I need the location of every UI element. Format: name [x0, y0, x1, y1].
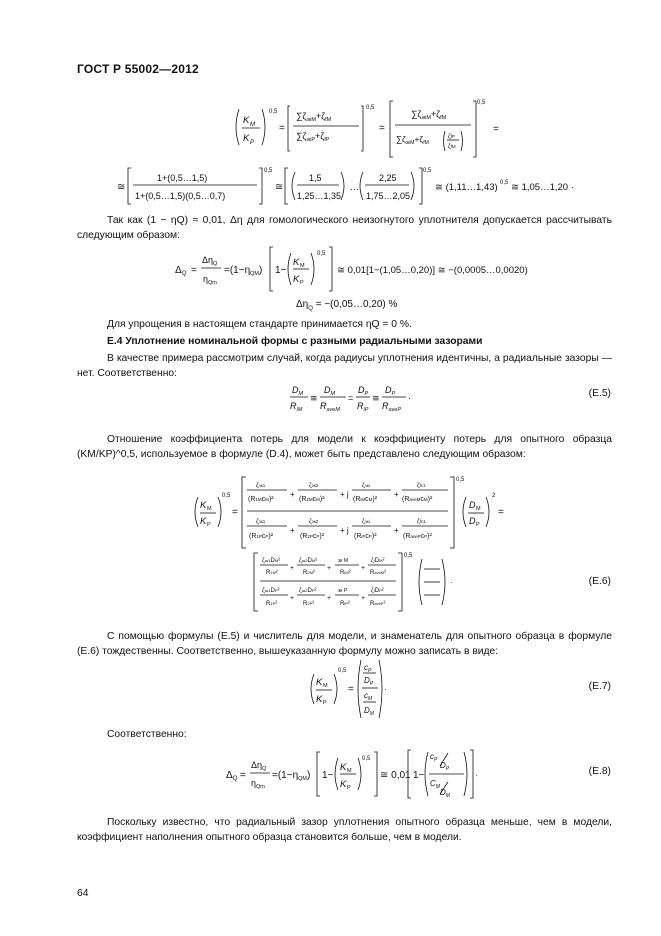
paragraph-1: Так как (1 − ηQ) ≈ 0,01, Δη для гомологического неизогнутого уплотнителя допускается рассчитывать следующим образом:	[77, 215, 612, 241]
svg-text:DM: $D_M$	[292, 385, 304, 397]
svg-text:0,5: 0,5	[269, 109, 278, 115]
svg-text:ζзкi: ζзкi	[362, 483, 370, 489]
svg-text:D: D	[469, 500, 476, 510]
svg-text:+: +	[290, 565, 295, 572]
svg-text:0,5: 0,5	[477, 100, 486, 106]
formula-e7	[308, 658, 388, 720]
svg-text:DM: $D_M$	[440, 788, 450, 799]
svg-text:cP: $c_P$	[430, 752, 438, 763]
formula-numeric-estimate	[117, 166, 617, 206]
svg-text:=: =	[379, 123, 385, 134]
formula-e6-reduced	[254, 551, 474, 613]
svg-text:=: =	[498, 507, 504, 518]
paragraph-5: С помощью формулы (E.5) и числитель для модели, и знаменатель для опытного образца в формуле (E.6) тождественны. Соответственно, вышеуказанную формулу можно записать в виде:	[77, 631, 612, 657]
svg-text:≅ 0,01: ≅ 0,01	[380, 770, 411, 781]
paragraph-2: Для упрощения в настоящем стандарте принимается ηQ = 0 %.	[107, 319, 412, 330]
svg-text:≅: ≅	[372, 393, 380, 403]
svg-text:M: M	[207, 506, 212, 512]
svg-text:ζзкi: ζзкi	[362, 519, 370, 525]
svg-text:ζзк1DP²: ζзк1DP²	[262, 588, 280, 594]
svg-text:DP: $D_P$	[358, 385, 369, 397]
svg-text:+: +	[290, 490, 295, 499]
svg-text:·: ·	[475, 771, 478, 780]
svg-text:cM: $c_M$	[364, 691, 373, 702]
svg-text:≅ 0,01[1−(1,05…0,20)] ≅ −(0,00: ≅ 0,01[1−(1,05…0,20)] ≅ −(0,0005…0,0020)	[337, 265, 528, 276]
svg-text:D: D	[469, 516, 476, 526]
svg-text:∑ζзкМ+ζfM: $\sum\zeta_{зкМ}+\zeta_{fM}$	[396, 134, 429, 146]
svg-text:1,25…1,35: 1,25…1,35	[297, 191, 342, 201]
svg-text:0,5: 0,5	[222, 493, 231, 499]
svg-text:1−: 1−	[413, 770, 425, 781]
paragraph-7: Поскольку известно, что радиальный зазор уплотнения опытного образца меньше, чем в модели, коэффициент наполнения опытного образца становится больше, чем в модели.	[77, 817, 612, 843]
svg-text:RiM²: RiM²	[340, 570, 351, 576]
svg-text:ζзк2DP²: ζзк2DP²	[299, 588, 317, 594]
equation-number-e7: (E.7)	[588, 681, 611, 692]
paragraph-4: Отношение коэффициента потерь для модели к коэффициенту потерь для опытного образца (KM/KP)^0,5, используемое в формуле (D.4), может быть представлено следующим образом:	[77, 434, 612, 460]
svg-text:2,25: 2,25	[379, 173, 397, 183]
equation-number-e5: (E.5)	[588, 388, 611, 399]
formula-delta-eta-q: $\Delta\eta_Q$ = −(0,05…0,20) %	[296, 299, 398, 312]
svg-text:=: =	[191, 265, 197, 276]
svg-text:0,5: 0,5	[404, 553, 413, 559]
svg-text:=: =	[279, 123, 285, 134]
svg-text:RaveM: $R_{aveM}$	[320, 401, 340, 413]
svg-text:ζзк2: ζзк2	[309, 519, 319, 525]
svg-text:ζfDP²: ζfDP²	[371, 588, 384, 594]
svg-text:ζfc1: ζfc1	[417, 519, 426, 525]
svg-text:R2M²: R2M²	[303, 570, 315, 576]
svg-text:+: +	[327, 595, 332, 602]
svg-text:+: +	[394, 490, 399, 499]
svg-text:ΔQ: $\Delta_Q$	[226, 770, 238, 782]
svg-text:+ j: + j	[340, 490, 349, 499]
svg-text:DP: $D_P$	[364, 676, 374, 687]
svg-text:(RiPcP)²: (RiPcP)²	[354, 533, 377, 540]
svg-text:M: M	[250, 122, 255, 128]
svg-text:ζзк2: ζзк2	[309, 483, 319, 489]
formula-e5	[290, 381, 410, 413]
svg-text:R1M²: R1M²	[266, 570, 278, 576]
svg-text:M: M	[347, 768, 352, 774]
svg-text:DM: $D_M$	[324, 385, 336, 397]
document-header: ГОСТ Р 55002—2012	[77, 62, 199, 76]
svg-text:CM: $C_M$	[430, 779, 440, 790]
svg-text:=(1−ηQM): $=(1-\eta_{QM})$	[224, 265, 263, 277]
svg-text:K: K	[243, 115, 250, 126]
svg-text:ΔQ: $\Delta_Q$	[175, 265, 187, 277]
svg-text:0,5: 0,5	[338, 668, 347, 674]
svg-text:M: M	[323, 683, 328, 689]
svg-text:+: +	[394, 526, 399, 535]
svg-text:+: +	[327, 565, 332, 572]
svg-text:ΔηQ: $\Delta\eta_Q$	[202, 255, 218, 267]
svg-text:DP: $D_P$	[385, 385, 396, 397]
svg-text:зк M: зк M	[338, 558, 349, 564]
svg-text:ζfM: ζfM	[448, 144, 456, 150]
svg-text:≅: ≅	[275, 182, 284, 193]
svg-text:K: K	[293, 274, 300, 285]
svg-text:1−: 1−	[322, 770, 334, 781]
svg-text:+: +	[361, 565, 366, 572]
svg-text:+: +	[290, 526, 295, 535]
svg-text:R2P²: R2P²	[303, 601, 315, 607]
section-title: E.4 Уплотнение номинальной формы с разными радиальными зазорами	[107, 336, 483, 347]
svg-text:=: =	[348, 684, 354, 695]
svg-text:0,5: 0,5	[366, 105, 375, 111]
svg-text:≅ 1,05…1,20 ·: ≅ 1,05…1,20 ·	[511, 182, 574, 193]
svg-text:ζзк1: ζзк1	[256, 483, 266, 489]
f2-num: 1+(0,5…1,5)	[157, 173, 208, 183]
svg-text:(R2McM)²: (R2McM)²	[299, 496, 325, 503]
svg-text:(R1McM)²: (R1McM)²	[248, 496, 274, 503]
svg-text:K: K	[200, 516, 207, 527]
svg-text:cP: $c_P$	[364, 663, 372, 674]
svg-text:K: K	[293, 257, 300, 268]
svg-text:·: ·	[450, 578, 453, 587]
equation-number-e6: (E.6)	[588, 576, 611, 587]
svg-text:0,5: 0,5	[264, 168, 273, 174]
svg-text:ηQm: $\eta_{Qm}$	[203, 274, 217, 286]
svg-text:=: =	[240, 770, 246, 781]
svg-text:(RaveMcM)²: (RaveMcM)²	[402, 496, 433, 503]
svg-text:K: K	[200, 500, 207, 511]
svg-text:RiP: $R_{iP}$	[357, 401, 369, 413]
svg-text:ζзк2DM²: ζзк2DM²	[299, 558, 318, 564]
svg-text:K: K	[316, 677, 323, 688]
svg-text:P: P	[476, 522, 480, 528]
svg-text:(R2PcP)²: (R2PcP)²	[300, 533, 325, 540]
svg-text:K: K	[340, 762, 347, 773]
svg-text:P: P	[347, 785, 351, 791]
svg-text:M: M	[300, 263, 305, 269]
equation-number-e8: (E.8)	[588, 766, 611, 777]
svg-text:P: P	[207, 522, 211, 528]
page-number: 64	[77, 888, 89, 899]
svg-text:+ j: + j	[340, 526, 349, 535]
svg-text:зк P: зк P	[338, 588, 348, 594]
svg-text:K: K	[316, 694, 323, 705]
svg-text:2: 2	[492, 493, 496, 499]
svg-text:0,5: 0,5	[423, 168, 432, 174]
svg-text:K: K	[243, 133, 250, 144]
svg-text:DM: $D_M$	[364, 706, 374, 717]
paragraph-3: В качестве примера рассмотрим случай, когда радиусы уплотнения идентичны, а радиальные зазоры — нет. Соответственно:	[77, 353, 612, 379]
svg-text:0,5: 0,5	[456, 477, 465, 483]
svg-text:ζfc1: ζfc1	[417, 483, 426, 489]
svg-text:(R1PcP)²: (R1PcP)²	[249, 533, 274, 540]
svg-text:=: =	[232, 507, 238, 518]
svg-text:·: ·	[408, 393, 411, 403]
svg-text:1,5: 1,5	[309, 173, 322, 183]
svg-text:(RiMcM)²: (RiMcM)²	[353, 496, 378, 503]
svg-text:+: +	[361, 595, 366, 602]
svg-text:=(1−ηQM): $=(1-\eta_{QM})$	[272, 770, 311, 782]
svg-text:RaveP: $R_{aveP}$	[382, 401, 402, 413]
svg-text:0,5: 0,5	[362, 756, 371, 762]
svg-text:DP: $D_P$	[440, 761, 450, 772]
svg-text:1−: 1−	[275, 265, 287, 276]
svg-text:ζзк1DM²: ζзк1DM²	[262, 558, 281, 564]
svg-text:RaveP²: RaveP²	[370, 601, 386, 607]
svg-text:ζfDM²: ζfDM²	[371, 558, 385, 564]
svg-text:ηQm: $\eta_{Qm}$	[251, 778, 265, 790]
svg-text:RaveM²: RaveM²	[370, 570, 387, 576]
svg-text:≅: ≅	[310, 393, 318, 403]
svg-text:…: …	[350, 182, 359, 192]
svg-text:M: M	[476, 506, 481, 512]
svg-text:∑ζзкМ+ζfM: $\sum\zeta_{зкМ}+\zeta_{fM}$	[411, 109, 447, 121]
svg-text:·: ·	[384, 685, 387, 694]
svg-text:RiP²: RiP²	[340, 601, 350, 607]
paragraph-6: Соответственно:	[107, 729, 187, 740]
svg-text:0,5: 0,5	[317, 251, 326, 257]
svg-text:ΔηQ: $\Delta\eta_Q$	[251, 760, 267, 772]
svg-text:≅ (1,11…1,43): ≅ (1,11…1,43)	[435, 182, 498, 193]
svg-text:RiM: $R_{iM}$	[290, 401, 303, 413]
svg-text:≅: ≅	[117, 182, 126, 193]
svg-text:+: +	[290, 595, 295, 602]
svg-text:(RavePcP)²: (RavePcP)²	[403, 533, 432, 540]
svg-text:=: =	[348, 393, 354, 403]
svg-text:K: K	[340, 779, 347, 790]
svg-text:ζfP: ζfP	[448, 134, 455, 140]
svg-text:ζзк1: ζзк1	[256, 519, 266, 525]
formula-km-kp-ratio	[233, 97, 486, 159]
formula-equals-tail: =	[493, 124, 499, 135]
formula-delta-q	[175, 245, 535, 293]
svg-text:∑ζзкМ+ζfM: $\sum\zeta_{зкМ}+\zeta_{fM}$	[296, 111, 332, 123]
svg-text:P: P	[323, 700, 327, 706]
svg-text:1,75…2,05: 1,75…2,05	[366, 191, 411, 201]
svg-text:1+(0,5…1,5)(0,5…0,7): 1+(0,5…1,5)(0,5…0,7)	[135, 191, 226, 201]
formula-e6-main	[192, 475, 507, 550]
formula-e8	[226, 748, 476, 800]
svg-text:P: P	[250, 140, 255, 146]
svg-text:0,5: 0,5	[500, 180, 509, 186]
svg-text:P: P	[300, 280, 304, 286]
svg-text:R1P²: R1P²	[266, 601, 278, 607]
svg-text:∑ζзкP+ζfP: $\sum\zeta_{зкP}+\zeta_{fP}$	[296, 131, 330, 143]
